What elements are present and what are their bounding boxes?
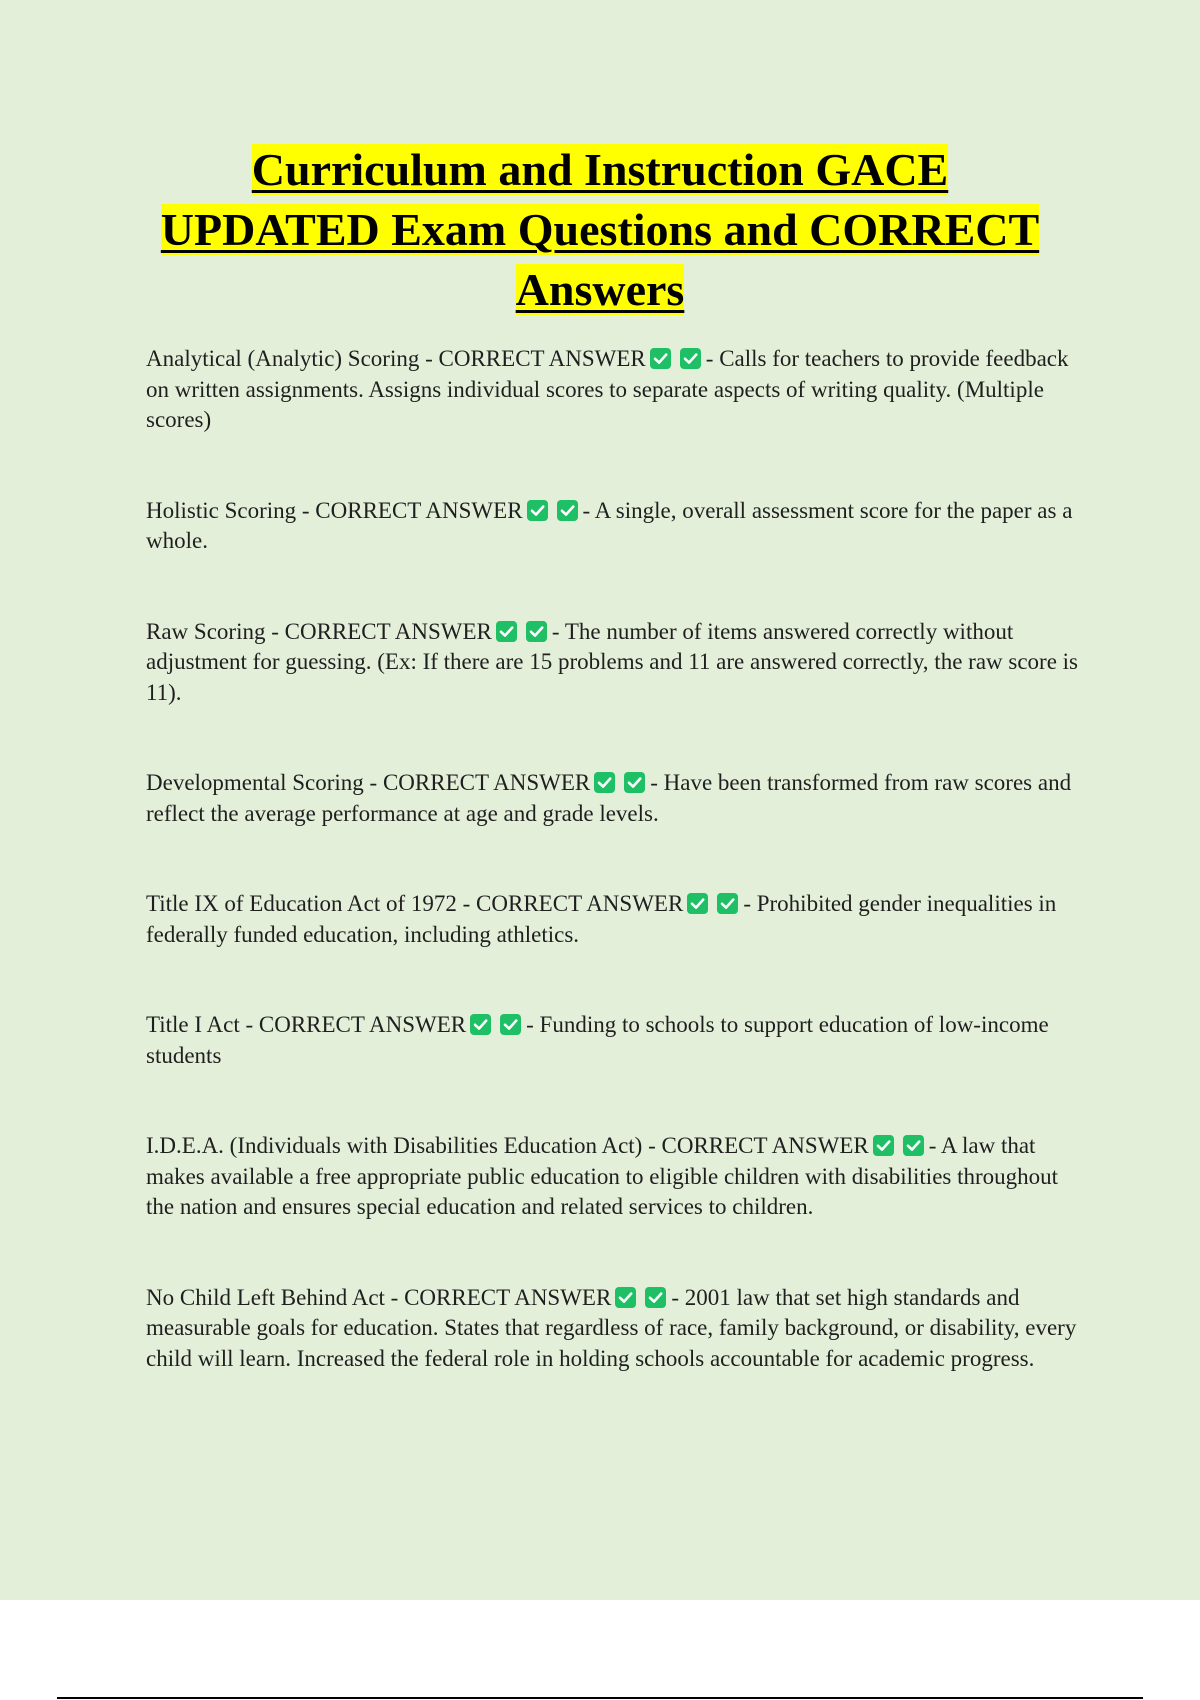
qa-item: [146, 1131, 1086, 1223]
check-mark-icon: [903, 1135, 924, 1156]
title-line: [100, 200, 1100, 260]
check-mark-icon: [557, 500, 578, 521]
page-divider: [57, 1697, 1143, 1699]
check-mark-icon: [615, 1287, 636, 1308]
qa-answer: - Calls for teachers to provide feedback on written assignments. Assigns individual scores to separate aspects of writing quality. (Multiple scores): [146, 346, 1069, 432]
check-mark-icon: [500, 1014, 521, 1035]
check-mark-icon: [527, 500, 548, 521]
qa-term: Title I Act - CORRECT ANSWER: [146, 1012, 467, 1037]
check-mark-icon: [873, 1135, 894, 1156]
qa-answer: - Funding to schools to support education of low-income students: [146, 1012, 1049, 1068]
title-line: [100, 260, 1100, 320]
qa-answer: - Prohibited gender inequalities in federally funded education, including athletics.: [146, 891, 1057, 947]
qa-term: Raw Scoring - CORRECT ANSWER: [146, 618, 492, 644]
qa-answer: - 2001 law that set high standards and measurable goals for education. States that regardless of race, family background, or disability, every child will learn. Increased the federal role in holding schools accountable for academic progress.: [146, 1284, 1077, 1371]
check-mark-icon: [645, 1287, 666, 1308]
qa-answer: - Have been transformed from raw scores and reflect the average performance at age and grade levels.: [146, 770, 1072, 826]
qa-answer: - The number of items answered correctly without adjustment for guessing. (Ex: If there are 15 problems and 11 are answered correctly, the raw score is 11).: [146, 618, 1079, 705]
qa-term: I.D.E.A. (Individuals with Disabilities Education Act) - CORRECT ANSWER: [146, 1133, 869, 1158]
title-line-text: Answers: [515, 264, 685, 315]
qa-term: Title IX of Education Act of 1972 - CORRECT ANSWER: [146, 891, 684, 916]
check-mark-icon: [687, 893, 708, 914]
qa-answer: - A single, overall assessment score for the paper as a whole.: [146, 497, 1073, 553]
check-mark-icon: [624, 772, 645, 793]
qa-term: Holistic Scoring - CORRECT ANSWER: [146, 497, 523, 523]
title-line-text: UPDATED Exam Questions and CORRECT: [160, 204, 1040, 255]
qa-item: [146, 768, 1086, 829]
check-mark-icon: [496, 621, 517, 642]
qa-item: [146, 617, 1086, 709]
qa-item: [146, 496, 1086, 557]
qa-term: Developmental Scoring - CORRECT ANSWER: [146, 770, 591, 795]
check-mark-icon: [526, 621, 547, 642]
check-mark-icon: [470, 1014, 491, 1035]
check-mark-icon: [680, 348, 701, 369]
check-mark-icon: [650, 348, 671, 369]
qa-term: No Child Left Behind Act - CORRECT ANSWER: [146, 1284, 612, 1310]
qa-answer: - A law that makes available a free appropriate public education to eligible children with disabilities throughout the nation and ensures special education and related services to children.: [146, 1133, 1059, 1219]
qa-term: Analytical (Analytic) Scoring - CORRECT ANSWER: [146, 346, 646, 371]
qa-list: [146, 344, 1086, 1374]
qa-item: [146, 344, 1086, 436]
title-line: [100, 140, 1100, 200]
title-line-text: Curriculum and Instruction GACE: [251, 144, 949, 195]
check-mark-icon: [594, 772, 615, 793]
check-mark-icon: [717, 893, 738, 914]
qa-item: [146, 1010, 1086, 1071]
document-title: [100, 140, 1100, 320]
qa-item: [146, 1283, 1086, 1375]
qa-item: [146, 889, 1086, 950]
